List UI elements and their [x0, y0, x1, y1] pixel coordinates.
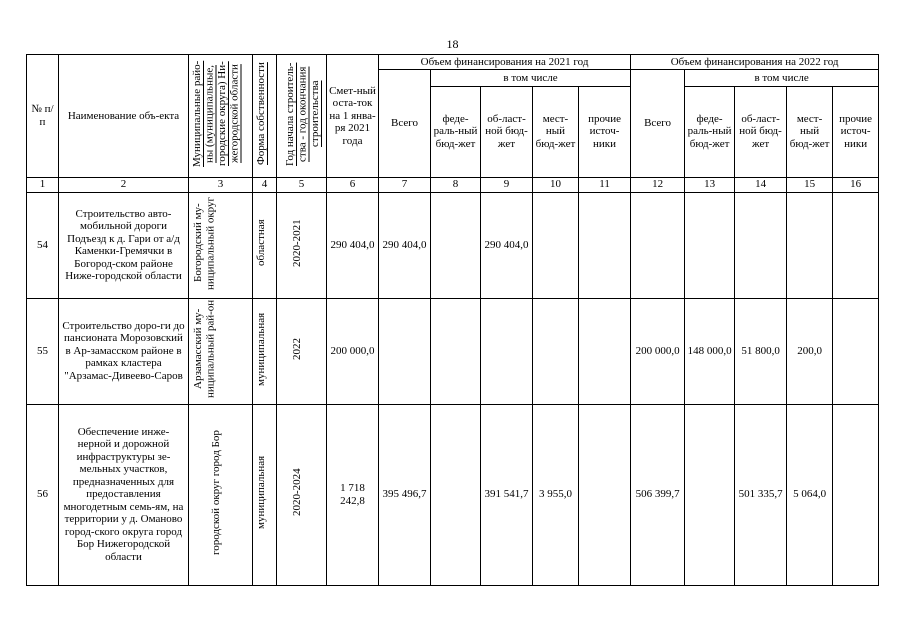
row-2021-other	[579, 404, 631, 585]
row-2022-regional: 501 335,7	[735, 404, 787, 585]
row-num: 55	[27, 298, 59, 404]
header-estimate: Смет-ный оста-ток на 1 янва-ря 2021 года	[327, 55, 379, 178]
header-num: № п/п	[27, 55, 59, 178]
header-2022-federal: феде-раль-ный бюд-жет	[685, 86, 735, 177]
header-years	[277, 55, 327, 178]
row-2021-total: 290 404,0	[379, 192, 431, 298]
header-municipality	[189, 55, 253, 178]
header-2022-local: мест-ный бюд-жет	[787, 86, 833, 177]
col-number: 1	[27, 177, 59, 192]
header-2021-total: Всего	[379, 70, 431, 178]
row-2021-federal	[431, 298, 481, 404]
row-2021-total: 395 496,7	[379, 404, 431, 585]
header-ownership-text: Форма собственности	[255, 62, 267, 166]
header-group-2021: Объем финансирования на 2021 год	[379, 55, 631, 70]
header-name: Наименование объ-екта	[59, 55, 189, 178]
row-years	[277, 404, 327, 585]
col-number: 5	[277, 177, 327, 192]
header-ownership	[253, 55, 277, 178]
header-group-2022: Объем финансирования на 2022 год	[631, 55, 879, 70]
col-number: 14	[735, 177, 787, 192]
financing-table	[26, 54, 879, 586]
row-municipality-text: Арзамасский му-ниципальный рай-он	[191, 300, 216, 399]
col-number: 13	[685, 177, 735, 192]
row-2022-other	[833, 298, 879, 404]
row-2022-federal: 148 000,0	[685, 298, 735, 404]
header-2021-federal: феде-раль-ный бюд-жет	[431, 86, 481, 177]
table-row	[27, 192, 879, 298]
row-ownership	[253, 298, 277, 404]
row-2021-regional	[481, 298, 533, 404]
row-years-text: 2020-2024	[290, 468, 303, 517]
row-years	[277, 298, 327, 404]
row-municipality-text: городской округ город Бор	[209, 430, 222, 556]
header-2021-other: прочие источ-ники	[579, 86, 631, 177]
row-name: Строительство авто-мобильной дороги Подъезд к д. Гари от а/д Каменки-Гремячки в Богород-ском районе Ниже-городской области	[59, 192, 189, 298]
row-municipality	[189, 298, 253, 404]
page-number: 18	[446, 37, 459, 51]
row-municipality-text: Богородский му-ниципальный округ	[191, 196, 216, 290]
row-2021-local	[533, 192, 579, 298]
header-2022-total: Всего	[631, 70, 685, 178]
row-2022-other	[833, 192, 879, 298]
header-2021-regional: об-ласт-ной бюд-жет	[481, 86, 533, 177]
row-2021-federal	[431, 404, 481, 585]
col-number: 6	[327, 177, 379, 192]
row-years	[277, 192, 327, 298]
row-ownership	[253, 404, 277, 585]
row-name: Строительство доро-ги до пансионата Морозовский в Ар-замасском районе в рамках кластера "Арзамас-Дивеево-Саров	[59, 298, 189, 404]
col-number: 3	[189, 177, 253, 192]
col-number: 16	[833, 177, 879, 192]
col-number: 2	[59, 177, 189, 192]
row-2022-other	[833, 404, 879, 585]
row-2021-regional: 290 404,0	[481, 192, 533, 298]
header-years-text: Год начала строитель-ства - год окончания строительства	[283, 62, 321, 166]
row-num: 56	[27, 404, 59, 585]
row-2021-other	[579, 192, 631, 298]
col-number: 12	[631, 177, 685, 192]
col-number: 10	[533, 177, 579, 192]
row-estimate: 1 718 242,8	[327, 404, 379, 585]
row-2022-total: 200 000,0	[631, 298, 685, 404]
row-years-text: 2020-2021	[290, 219, 303, 268]
row-2022-regional: 51 800,0	[735, 298, 787, 404]
row-ownership	[253, 192, 277, 298]
row-2022-local: 200,0	[787, 298, 833, 404]
row-2022-local: 5 064,0	[787, 404, 833, 585]
row-estimate: 290 404,0	[327, 192, 379, 298]
col-number: 15	[787, 177, 833, 192]
row-name: Обеспечение инже-нерной и дорожной инфраструктуры зе-мельных участков, предназначенных для предоставления многодетным семь-ям, на территории у д. Оманово город-ского округа город Бор Нижегородской области	[59, 404, 189, 585]
header-2022-other: прочие источ-ники	[833, 86, 879, 177]
row-2021-regional: 391 541,7	[481, 404, 533, 585]
row-2021-other	[579, 298, 631, 404]
row-2021-total	[379, 298, 431, 404]
header-2022-regional: об-ласт-ной бюд-жет	[735, 86, 787, 177]
row-2022-federal	[685, 404, 735, 585]
col-number: 4	[253, 177, 277, 192]
col-number: 9	[481, 177, 533, 192]
row-years-text: 2022	[290, 338, 303, 361]
row-estimate: 200 000,0	[327, 298, 379, 404]
row-2021-federal	[431, 192, 481, 298]
header-2022-including: в том числе	[685, 70, 879, 87]
column-number-row	[27, 177, 879, 192]
row-2022-federal	[685, 192, 735, 298]
row-2022-local	[787, 192, 833, 298]
row-2022-regional	[735, 192, 787, 298]
row-2021-local	[533, 298, 579, 404]
table-row	[27, 404, 879, 585]
header-2021-local: мест-ный бюд-жет	[533, 86, 579, 177]
col-number: 8	[431, 177, 481, 192]
header-2021-including: в том числе	[431, 70, 631, 87]
row-municipality	[189, 404, 253, 585]
row-2021-local: 3 955,0	[533, 404, 579, 585]
row-municipality	[189, 192, 253, 298]
col-number: 7	[379, 177, 431, 192]
col-number: 11	[579, 177, 631, 192]
row-2022-total: 506 399,7	[631, 404, 685, 585]
row-ownership-text: областная	[255, 219, 267, 267]
row-num: 54	[27, 192, 59, 298]
row-ownership-text: муниципальная	[255, 312, 267, 386]
row-2022-total	[631, 192, 685, 298]
header-municipality-text: Муниципальные райо-ны (муниципальные, городские округа) Ни-жегородской области	[191, 60, 241, 168]
table-row	[27, 298, 879, 404]
row-ownership-text: муниципальная	[255, 456, 267, 530]
